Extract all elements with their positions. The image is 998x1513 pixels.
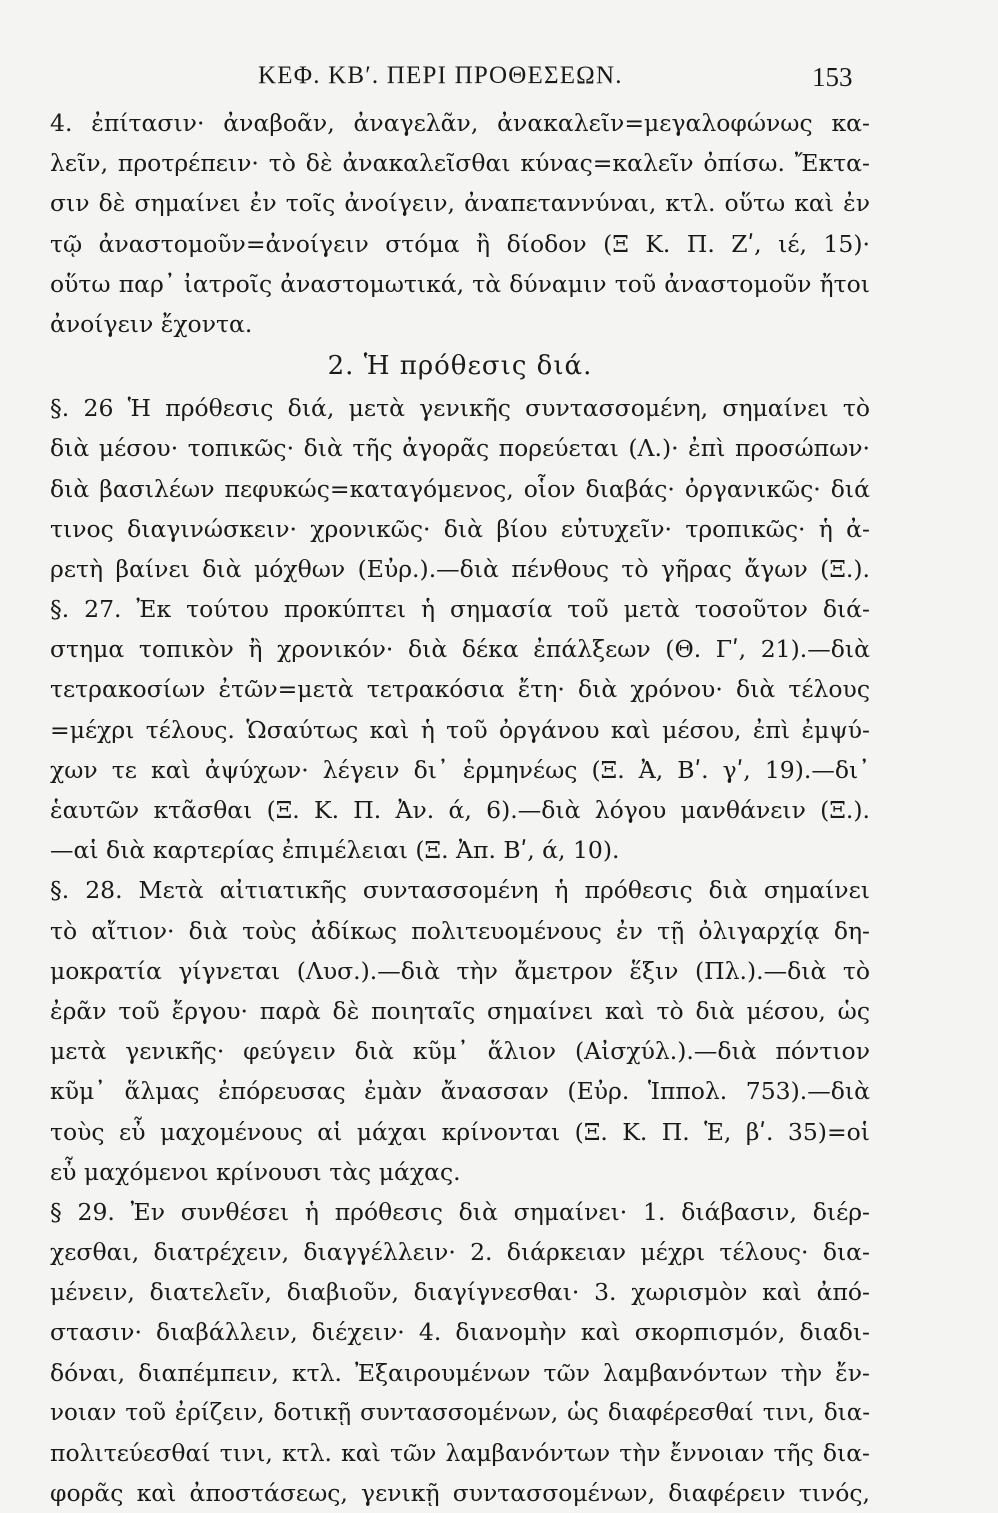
text-line: λεῖν, προτρέπειν· τὸ δὲ ἀνακαλεῖσθαι κύνας=καλεῖν ὀπίσω. Ἔκτα-: [50, 149, 870, 178]
text-line: 4. ἐπίτασιν· ἀναβοᾶν, ἀναγελᾶν, ἀνακαλεῖν=μεγαλοφώνως κα-: [50, 109, 870, 137]
text-line: —αἱ διὰ καρτερίας ἐπιμέλειαι (Ξ. Ἀπ. Βʹ, ά, 10).: [50, 836, 620, 865]
text-line: οὕτω παρ᾽ ἰατροῖς ἀναστομωτικά, τὰ δύναμιν τοῦ ἀναστομοῦν ἤτοι: [50, 269, 870, 298]
text-line: εὖ μαχόμενοι κρίνουσι τὰς μάχας.: [50, 1157, 461, 1186]
text-line: νοιαν τοῦ ἐρίζειν, δοτικῇ συντασσομένων, ὡς διαφέρεσθαί τινι, δια-: [50, 1399, 870, 1426]
chapter-title: ΚΕΦ. ΚΒʹ. ΠΕΡΙ ΠΡΟΘΕΣΕΩΝ.: [258, 62, 623, 89]
text-line: §. 28. Μετὰ αἰτιατικῆς συντασσομένη ἡ πρόθεσις διὰ σημαίνει: [50, 876, 870, 905]
text-line: στασιν· διαβάλλειν, διέχειν· 4. διανομὴν καὶ σκορπισμόν, διαδι-: [50, 1318, 870, 1347]
text-line: ἑαυτῶν κτᾶσθαι (Ξ. Κ. Π. Ἀν. ά, 6).—διὰ λόγου μανθάνειν (Ξ.).: [50, 796, 870, 824]
text-line: τινος διαγινώσκειν· χρονικῶς· διὰ βίου εὐτυχεῖν· τροπικῶς· ἡ ἀ-: [50, 514, 870, 543]
text-line: στημα τοπικὸν ἢ χρονικόν· διὰ δέκα ἐπάλξεων (Θ. Γʹ, 21).—διὰ: [50, 635, 870, 664]
text-line: χων τε καὶ ἀψύχων· λέγειν δι᾽ ἑρμηνέως (Ξ. Ἀ, Βʹ. γʹ, 19).—δι᾽: [50, 755, 870, 784]
text-line: τῷ ἀναστομοῦν=ἀνοίγειν στόμα ἢ δίοδον (Ξ Κ. Π. Ζʹ, ιέ, 15)·: [50, 229, 870, 258]
text-line: πολιτεύεσθαί τινι, κτλ. καὶ τῶν λαμβανόντων τὴν ἔννοιαν τῆς δια-: [50, 1439, 870, 1467]
text-line: χεσθαι, διατρέχειν, διαγγέλλειν· 2. διάρκειαν μέχρι τέλους· δια-: [50, 1238, 870, 1267]
running-head: [0, 62, 998, 98]
text-line: κῦμ᾽ ἅλμας ἐπόρευσας ἐμὰν ἄνασσαν (Εὐρ. Ἱππολ. 753).—διὰ: [50, 1077, 870, 1106]
text-line: μένειν, διατελεῖν, διαβιοῦν, διαγίγνεσθαι· 3. χωρισμὸν καὶ ἀπό-: [50, 1278, 870, 1307]
text-line: ἐρᾶν τοῦ ἔργου· παρὰ δὲ ποιηταῖς σημαίνει καὶ τὸ διὰ μέσου, ὡς: [50, 996, 870, 1025]
text-line: φορᾶς καὶ ἀποστάσεως, γενικῇ συντασσομένων, διαφέρειν τινός,: [50, 1479, 870, 1508]
text-line: ρετὴ βαίνει διὰ μόχθων (Εὐρ.).—διὰ πένθους τὸ γῆρας ἄγων (Ξ.).: [50, 554, 870, 583]
text-line: §. 26 Ἡ πρόθεσις διά, μετὰ γενικῆς συντασσομένη, σημαίνει τὸ: [50, 394, 870, 423]
page-number: 153: [812, 62, 853, 92]
text-line: ἀνοίγειν ἔχοντα.: [50, 309, 253, 338]
text-line: σιν δὲ σημαίνει ἐν τοῖς ἀνοίγειν, ἀναπεταννύναι, κτλ. οὕτω καὶ ἐν: [50, 189, 870, 218]
text-line: δόναι, διαπέμπειν, κτλ. Ἐξαιρουμένων τῶν λαμβανόντων τὴν ἔν-: [50, 1358, 870, 1387]
text-line: μετὰ γενικῆς· φεύγειν διὰ κῦμ᾽ ἅλιον (Αἰσχύλ.).—διὰ πόντιον: [50, 1037, 870, 1066]
text-line: §. 27. Ἐκ τούτου προκύπτει ἡ σημασία τοῦ μετὰ τοσοῦτον διά-: [50, 595, 870, 624]
text-line: μοκρατία γίγνεται (Λυσ.).—διὰ τὴν ἄμετρον ἕξιν (Πλ.).—διὰ τὸ: [50, 956, 870, 985]
text-line: διὰ μέσου· τοπικῶς· διὰ τῆς ἀγορᾶς πορεύεται (Λ.)· ἐπὶ προσώπων·: [50, 434, 870, 463]
body-text: [50, 103, 870, 1513]
section-heading: 2. Ἡ πρόθεσις διά.: [327, 351, 593, 382]
text-line: τετρακοσίων ἐτῶν=μετὰ τετρακόσια ἔτη· διὰ χρόνου· διὰ τέλους: [50, 675, 870, 704]
text-line: τοὺς εὖ μαχομένους αἱ μάχαι κρίνονται (Ξ. Κ. Π. Ἑ, βʹ. 35)=οἱ: [50, 1117, 870, 1146]
text-line: =μέχρι τέλους. Ὡσαύτως καὶ ἡ τοῦ ὀργάνου καὶ μέσου, ἐπὶ ἐμψύ-: [50, 715, 870, 744]
text-line: διὰ βασιλέων πεφυκώς=καταγόμενος, οἷον διαβάς· ὀργανικῶς· διά: [50, 474, 870, 503]
text-line: τὸ αἴτιον· διὰ τοὺς ἀδίκως πολιτευομένους ἐν τῇ ὀλιγαρχίᾳ δη-: [50, 916, 870, 945]
text-line: § 29. Ἐν συνθέσει ἡ πρόθεσις διὰ σημαίνει· 1. διάβασιν, διέρ-: [50, 1197, 870, 1226]
